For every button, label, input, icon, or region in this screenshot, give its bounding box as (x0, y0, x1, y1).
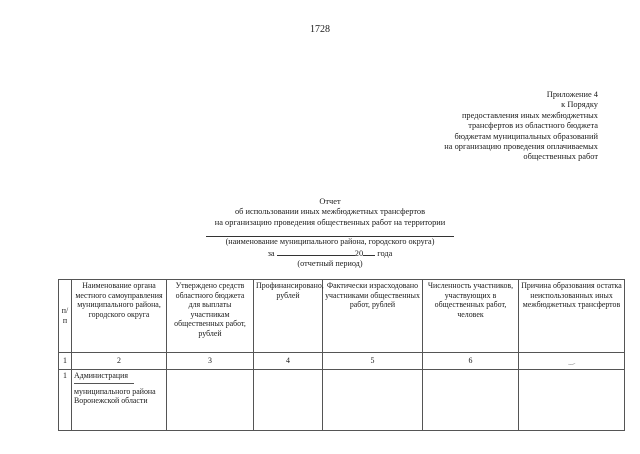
table-header-cell: Фактически израсходовано участниками общественных работ, рублей (323, 280, 423, 353)
period-prefix: за (267, 249, 275, 259)
row-name-line1: Администрация (74, 371, 128, 380)
table-header-cell: Профинансировано, рублей (254, 280, 323, 353)
period-suffix: года (377, 249, 393, 259)
row-approved-cell[interactable] (167, 370, 254, 431)
appendix-line: бюджетам муниципальных образований (454, 131, 598, 141)
table-header-cell: Наименование органа местного самоуправления муниципального района, городского округа (72, 280, 167, 353)
column-number-cell: 4 (254, 353, 323, 370)
report-heading (0, 197, 640, 270)
column-number-cell: 5 (323, 353, 423, 370)
table-header-cell: п/п (59, 280, 72, 353)
column-number-cell: 6 (423, 353, 519, 370)
row-number-cell: 1 (59, 370, 72, 431)
column-number-cell: 2 (72, 353, 167, 370)
period-hint: (отчетный период) (297, 259, 363, 269)
year-fill-line (363, 247, 375, 256)
period-fill-line (277, 247, 355, 256)
name-fill-line (74, 381, 134, 384)
row-reason-cell[interactable] (519, 370, 625, 431)
appendix-block (444, 90, 598, 163)
row-name-rest: муниципального района Воронежской области (74, 386, 156, 406)
table-header-row (59, 280, 625, 353)
appendix-line: предоставления иных межбюджетных (461, 110, 598, 120)
period-year-prefix: 20 (354, 249, 364, 259)
column-number-cell: 3 (167, 353, 254, 370)
table-column-number-row (59, 353, 625, 370)
table-header-cell: Численность участников, участвующих в общественных работ, человек (423, 280, 519, 353)
row-spent-cell[interactable] (323, 370, 423, 431)
row-financed-cell[interactable] (254, 370, 323, 431)
report-table (58, 279, 625, 431)
report-subtitle: об использовании иных межбюджетных трансфертов (234, 207, 426, 217)
row-participants-cell[interactable] (423, 370, 519, 431)
region-hint: (наименование муниципального района, городского округа) (225, 236, 435, 246)
table-header-cell: Причина образования остатка неиспользованных иных межбюджетных трансфертов (519, 280, 625, 353)
column-number-cell: 1 (59, 353, 72, 370)
appendix-line: к Порядку (561, 100, 598, 110)
report-title: Отчет (319, 197, 341, 206)
appendix-line: трансфертов из областного бюджета (468, 121, 598, 131)
appendix-line: общественных работ (523, 152, 598, 162)
row-name-cell (72, 370, 167, 431)
region-fill-line (206, 228, 454, 237)
column-number-cell (519, 353, 625, 370)
appendix-line: на организацию проведения оплачиваемых (444, 142, 598, 152)
period-line (0, 247, 640, 259)
table-header-cell: Утверждено средств областного бюджета для выплаты участникам общественных работ, рублей (167, 280, 254, 353)
page-number: 1728 (310, 24, 330, 35)
appendix-line: Приложение 4 (546, 90, 598, 99)
report-subtitle-2: на организацию проведения общественных работ на территории (214, 217, 446, 227)
pen-mark-icon: ‿ (567, 355, 576, 366)
table-row (59, 370, 625, 431)
